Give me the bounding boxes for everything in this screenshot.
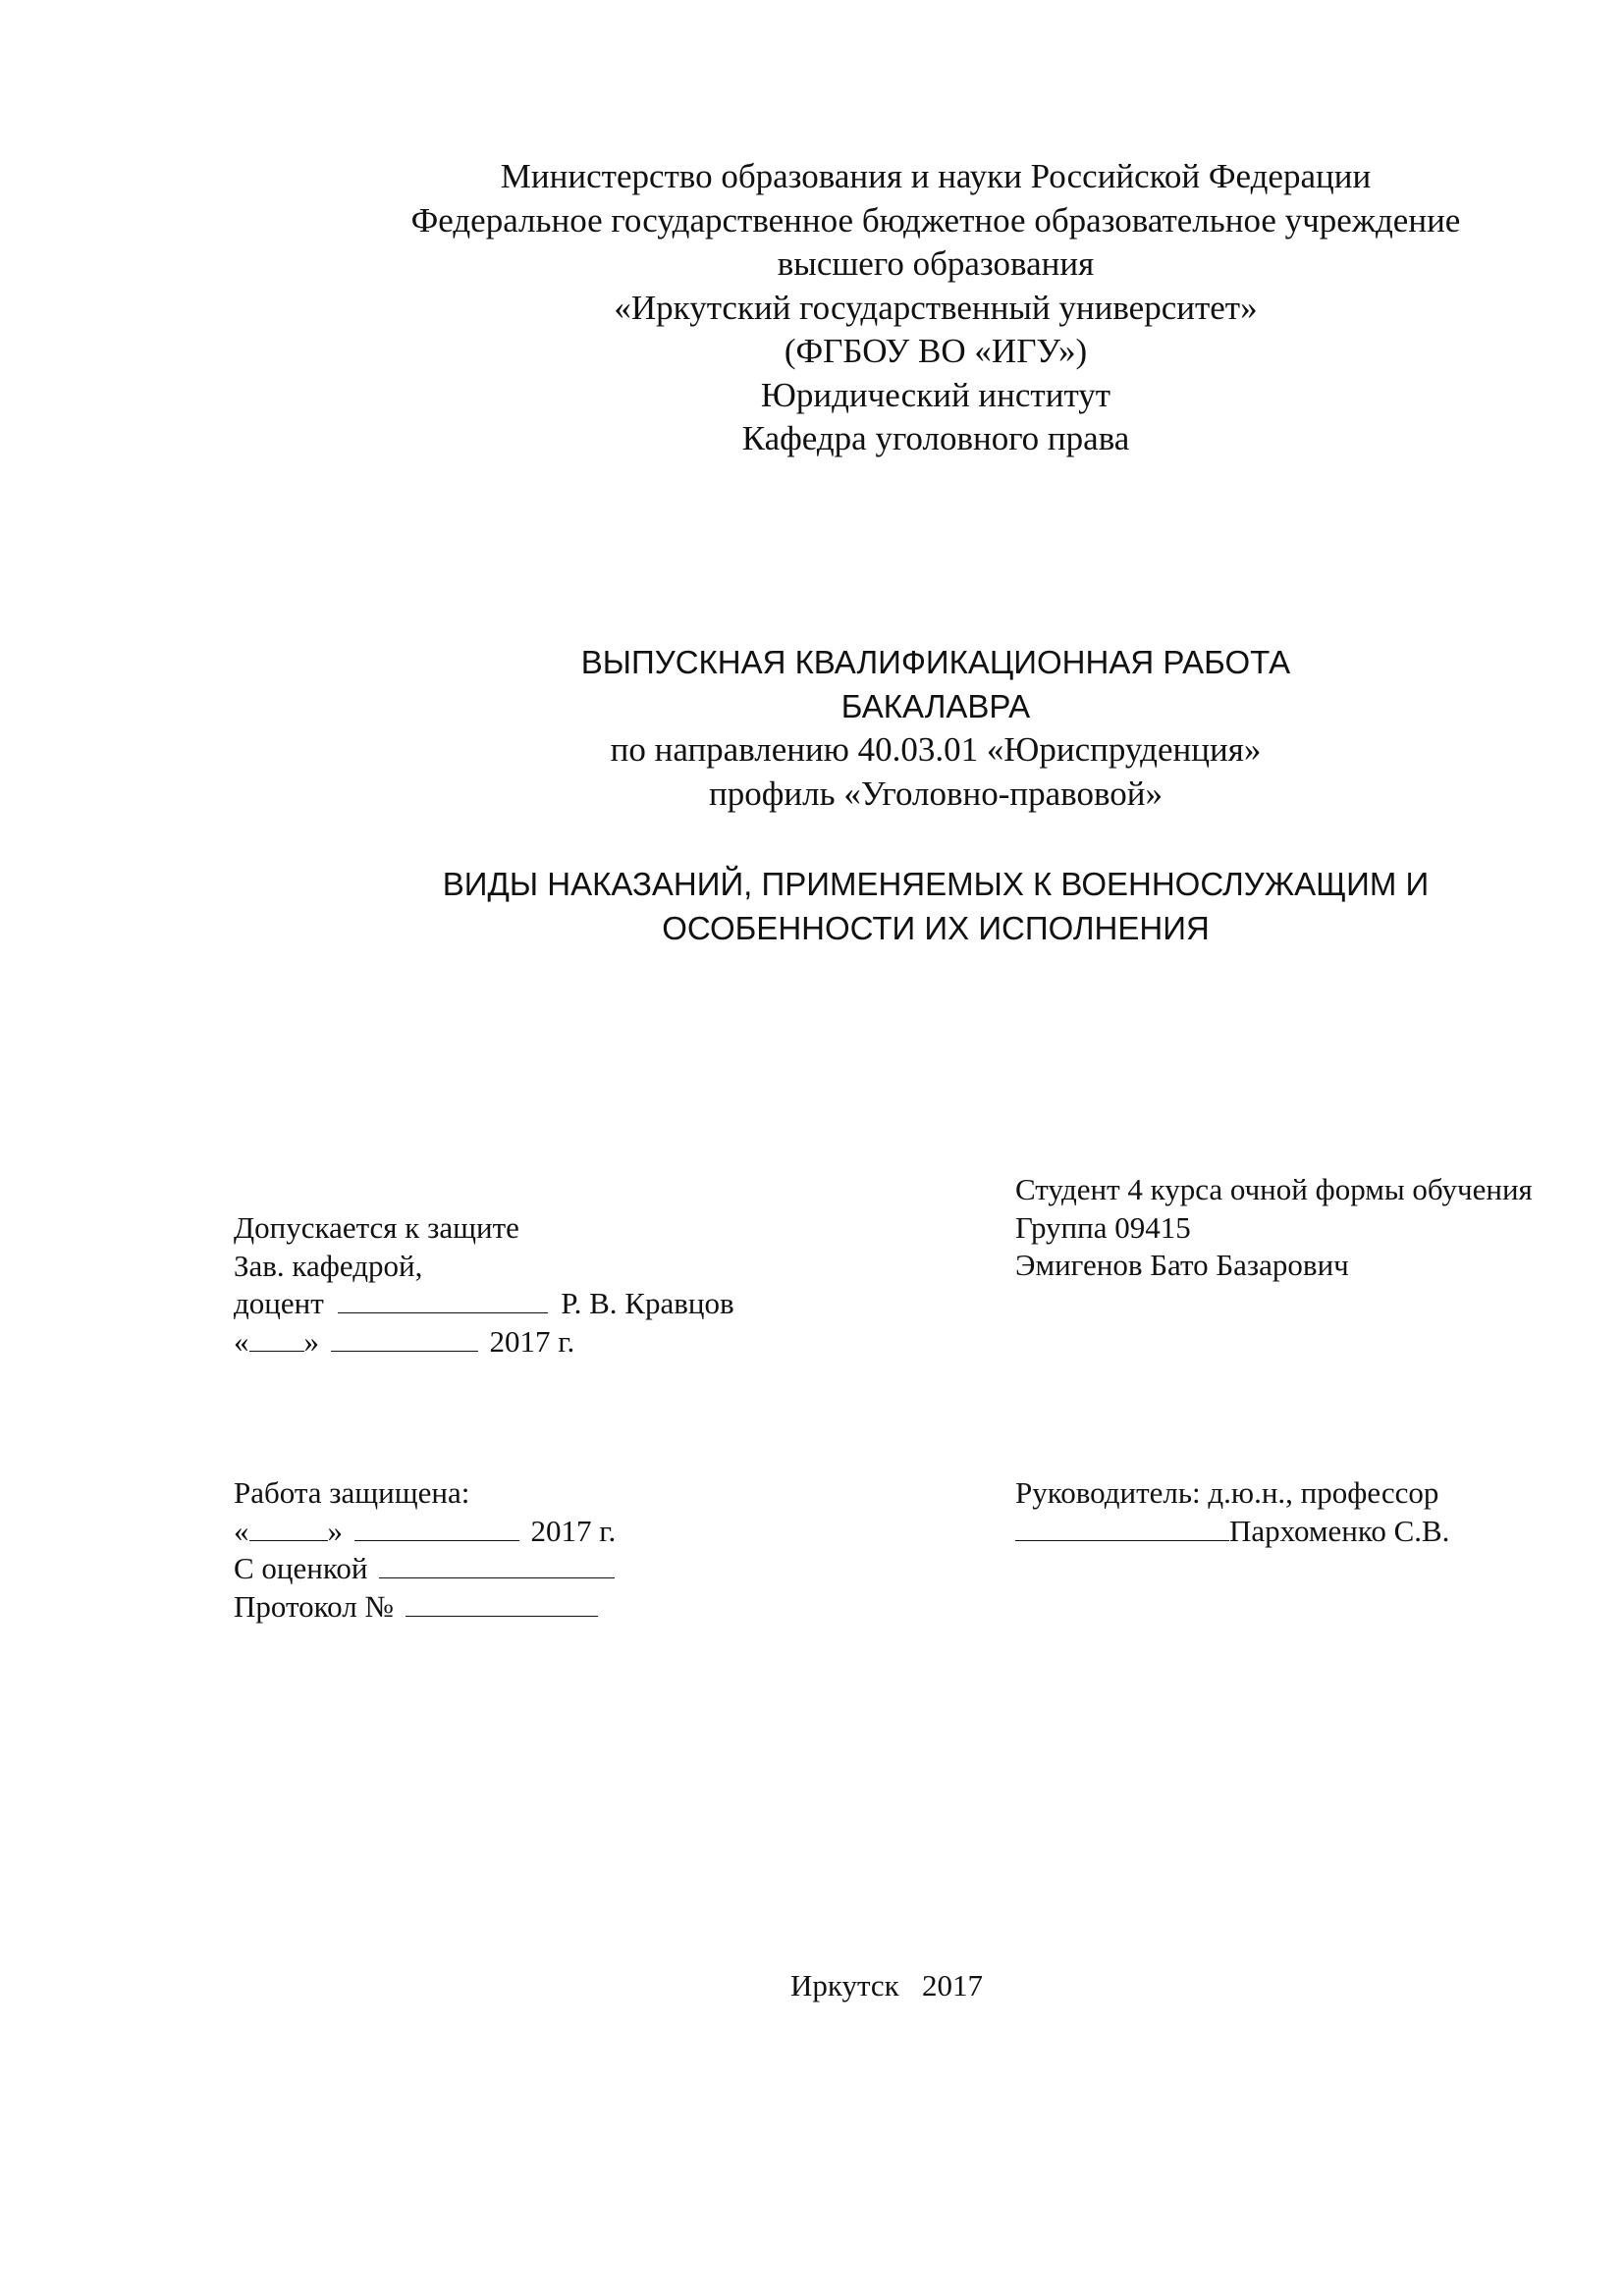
supervisor-title: Руководитель: д.ю.н., профессор: [1015, 1475, 1439, 1510]
head-signature-line: [234, 1285, 734, 1323]
grade-blank: [379, 1551, 615, 1578]
defense-month-blank: [354, 1514, 519, 1541]
defense-date-line: [234, 1513, 616, 1551]
signature-blank: [338, 1286, 548, 1313]
date-quote-close: »: [303, 1323, 319, 1359]
admission-block: [234, 1209, 734, 1361]
defense-year: 2017 г.: [530, 1513, 617, 1548]
student-name: Эмигенов Бато Базарович: [1015, 1248, 1349, 1282]
supervisor-signature-line: [1015, 1513, 1449, 1551]
institute-line: Юридический институт: [760, 375, 1111, 414]
protocol-blank: [406, 1589, 598, 1617]
student-course: Студент 4 курса очной формы обучения: [1015, 1172, 1533, 1206]
defense-label: Работа защищена:: [234, 1475, 470, 1510]
head-position: доцент: [234, 1286, 324, 1320]
student-group: Группа 09415: [1015, 1209, 1191, 1245]
footer-year: 2017: [922, 1968, 983, 2002]
month-blank: [331, 1324, 478, 1352]
work-type-block: [234, 641, 1624, 816]
protocol-line: [234, 1588, 616, 1627]
admission-label: Допускается к защите: [234, 1210, 519, 1245]
protocol-label: Протокол №: [234, 1588, 394, 1624]
institution-header: [234, 155, 1624, 461]
thesis-title: [234, 862, 1624, 950]
footer-city: Иркутск: [789, 1968, 899, 2002]
ministry-line: Министерство образования и науки Российской Федерации: [500, 157, 1372, 195]
admission-date-line: [234, 1323, 734, 1362]
supervisor-block: [1015, 1474, 1449, 1550]
work-type-line1: ВЫПУСКНАЯ КВАЛИФИКАЦИОННАЯ РАБОТА: [580, 644, 1291, 680]
city-year-footer: [234, 1966, 1540, 2005]
direction-line: по направлению 40.03.01 «Юриспруденция»: [610, 730, 1262, 769]
supervisor-name: Пархоменко С.В.: [1229, 1513, 1450, 1548]
defense-block: [234, 1474, 616, 1626]
admission-year: 2017 г.: [489, 1323, 575, 1359]
thesis-title-line2: ОСОБЕННОСТИ ИХ ИСПОЛНЕНИЯ: [662, 910, 1210, 946]
head-name: Р. В. Кравцов: [561, 1286, 734, 1320]
grade-line: [234, 1550, 616, 1588]
defense-quote-open: «: [234, 1513, 249, 1548]
department-line: Кафедра уголовного права: [741, 419, 1130, 457]
thesis-title-line1: ВИДЫ НАКАЗАНИЙ, ПРИМЕНЯЕМЫХ К ВОЕННОСЛУЖАЩИМ И: [442, 866, 1430, 902]
defense-quote-close: »: [327, 1513, 343, 1548]
grade-label: С оценкой: [234, 1551, 368, 1585]
profile-line: профиль «Уголовно-правовой»: [709, 774, 1163, 813]
head-of-department: Зав. кафедрой,: [234, 1248, 423, 1283]
date-quote-open: «: [234, 1323, 249, 1359]
university-name-line: «Иркутский государственный университет»: [614, 288, 1258, 327]
university-abbr-line: (ФГБОУ ВО «ИГУ»): [784, 332, 1088, 370]
day-blank: [249, 1324, 304, 1352]
work-type-line2: БАКАЛАВРА: [840, 687, 1031, 724]
student-block: [1015, 1171, 1533, 1285]
defense-day-blank: [249, 1514, 328, 1541]
education-level-line: высшего образования: [777, 244, 1095, 283]
institution-type-line: Федеральное государственное бюджетное образовательное учреждение: [410, 200, 1461, 240]
supervisor-signature-blank: [1015, 1514, 1229, 1541]
